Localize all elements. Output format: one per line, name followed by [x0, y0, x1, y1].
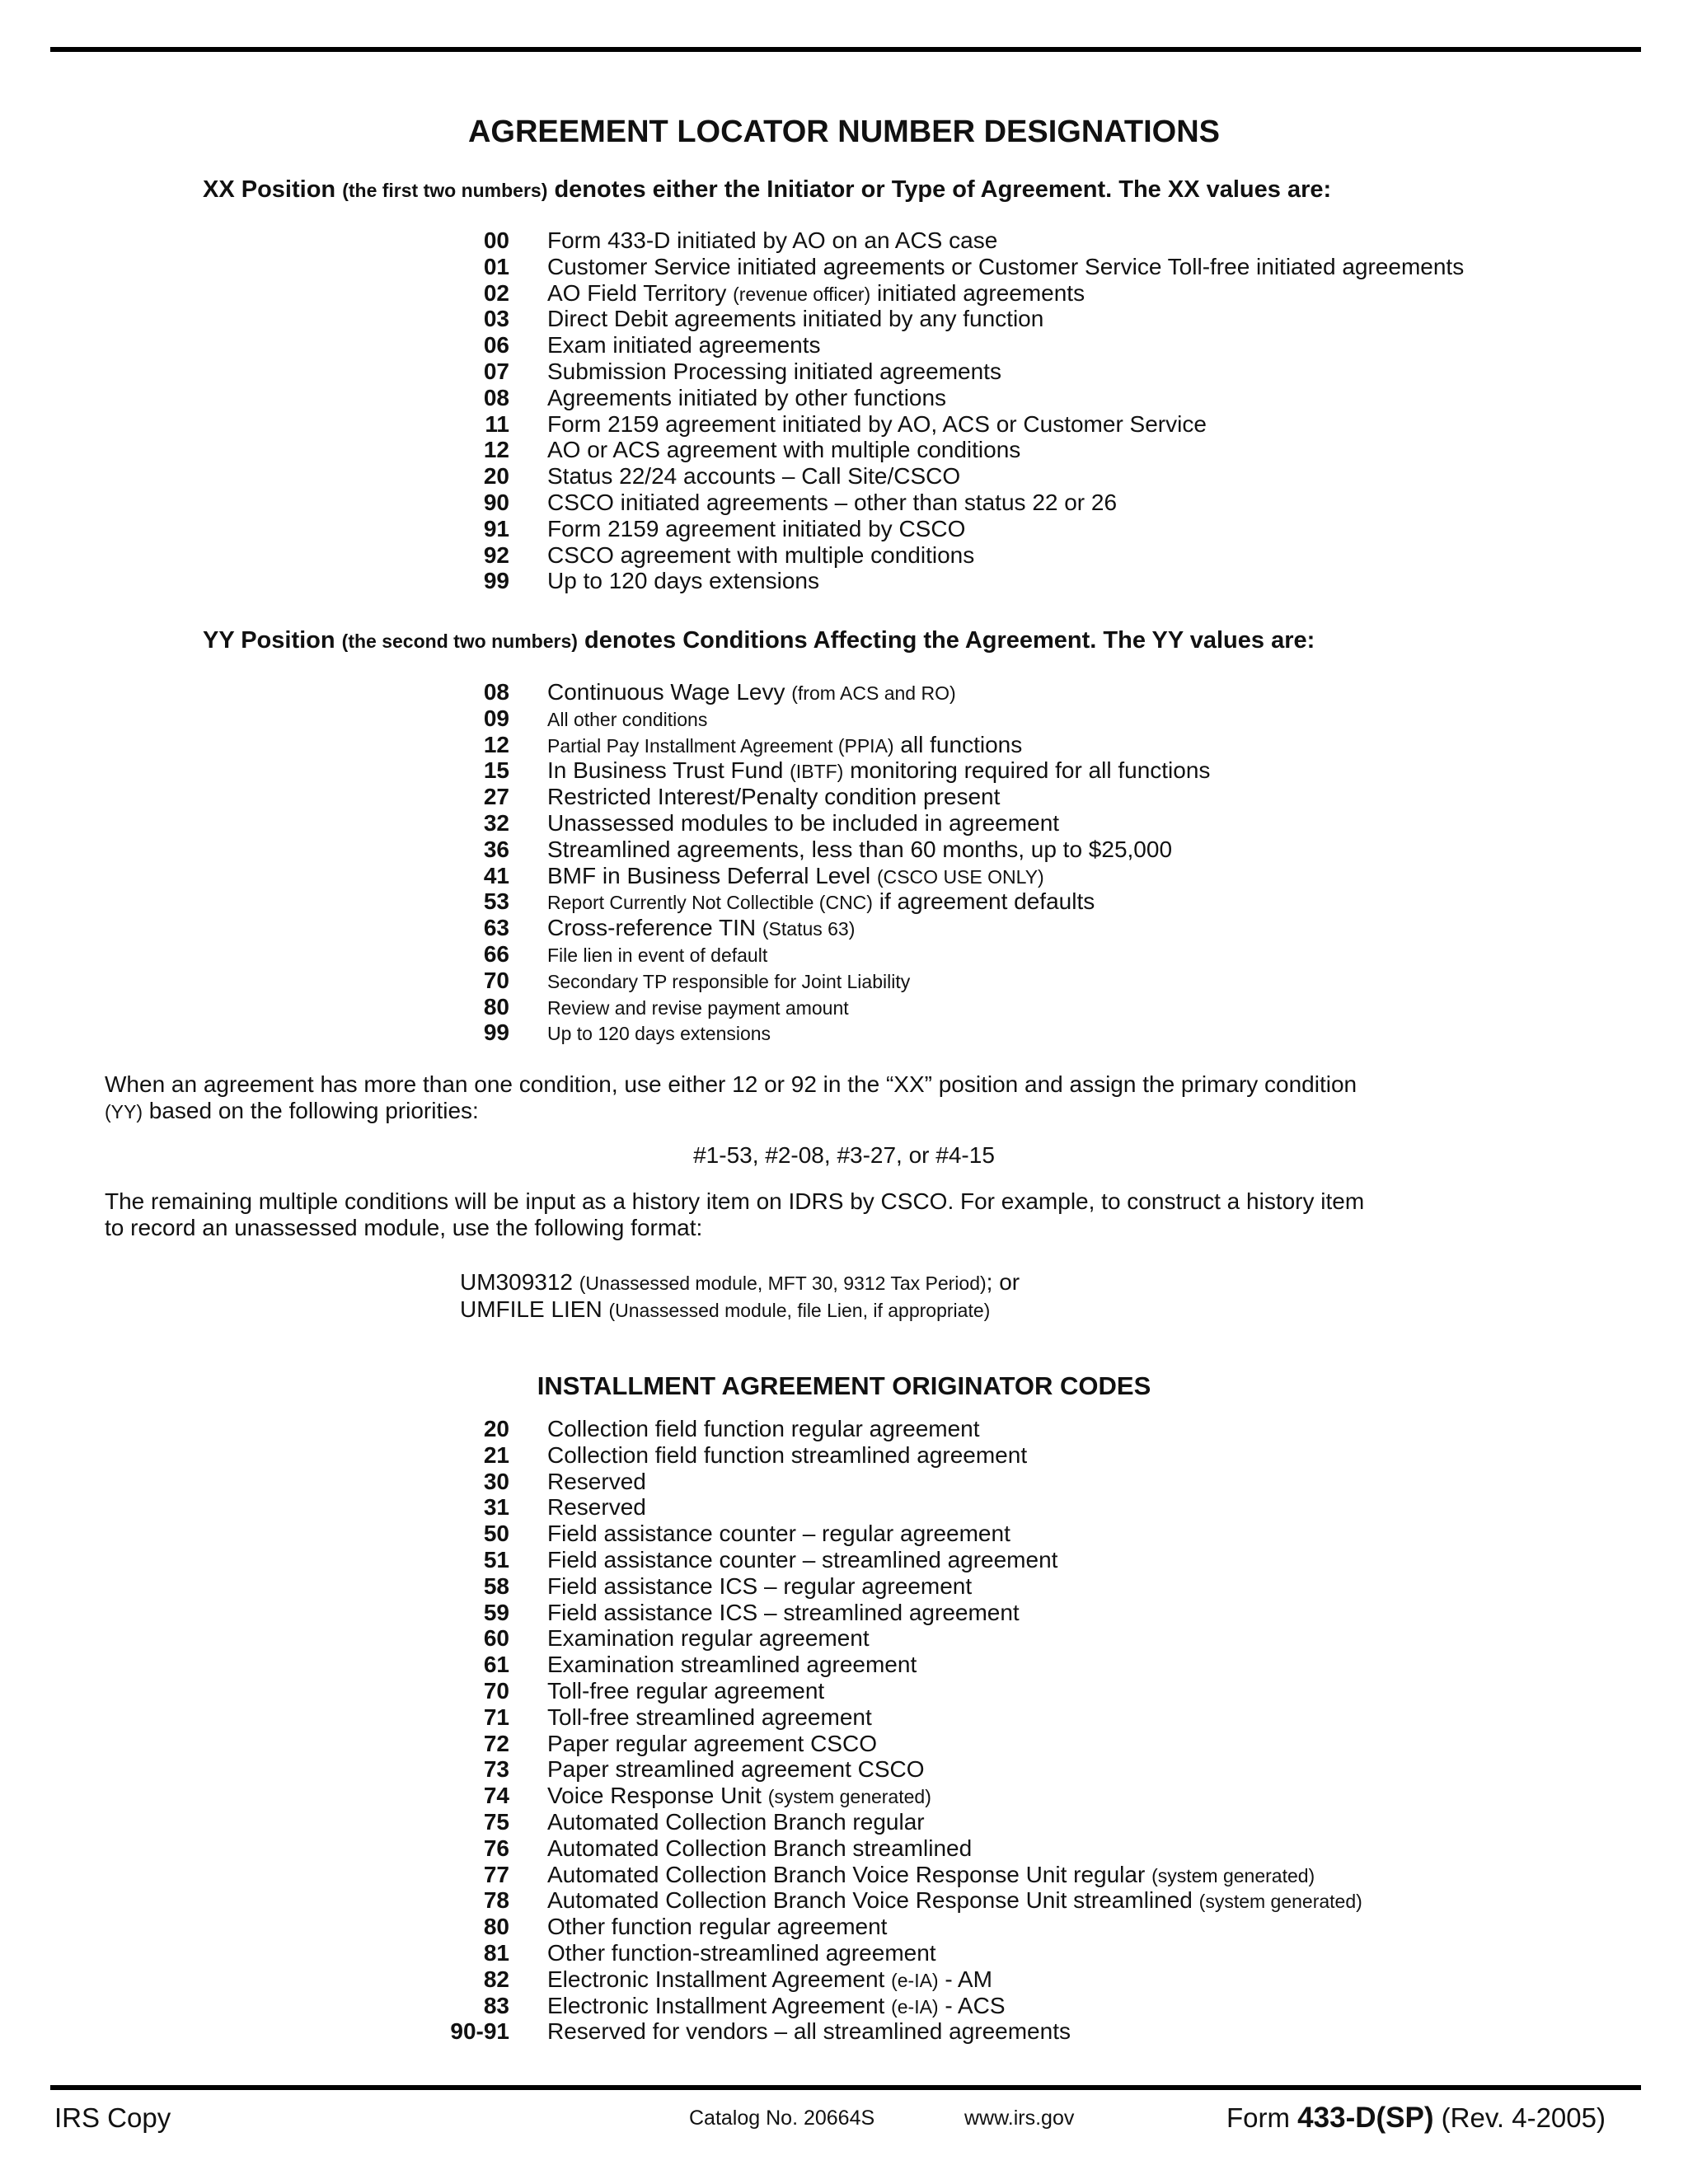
code-description: Status 22/24 accounts – Call Site/CSCO — [547, 463, 961, 490]
code-description: Collection field function streamlined agreement — [547, 1441, 1028, 1468]
code-description: Other function-streamlined agreement — [547, 1939, 936, 1966]
code-value: 32 — [483, 809, 509, 836]
website-link[interactable]: www.irs.gov — [964, 2107, 1075, 2130]
code-description: Field assistance counter – regular agreement — [547, 1521, 1010, 1547]
code-value: 08 — [483, 384, 509, 410]
code-description: Reserved — [547, 1468, 646, 1494]
code-description: Cross-reference TIN (Status 63) — [547, 915, 856, 941]
code-row — [420, 732, 1657, 758]
code-row — [420, 1019, 1657, 1046]
code-row — [420, 705, 1657, 732]
code-description: File lien in event of default — [547, 944, 768, 966]
code-value: 51 — [483, 1546, 509, 1572]
code-value: 71 — [483, 1704, 509, 1730]
code-value: 60 — [483, 1625, 509, 1652]
irs-copy-label: IRS Copy — [54, 2102, 171, 2133]
code-value: 78 — [483, 1887, 509, 1914]
code-row — [420, 1494, 1657, 1521]
code-row — [420, 1993, 1657, 2019]
code-row — [420, 1756, 1657, 1783]
history-paragraph: The remaining multiple conditions will be input as a history item on IDRS by CSCO. For example, to construct a history item to record an unassessed module, use the following format: — [105, 1188, 1365, 1240]
code-description: Report Currently Not Collectible (CNC) if agreement defaults — [547, 888, 1095, 915]
code-description: Agreements initiated by other functions — [547, 384, 947, 410]
code-row — [420, 994, 1657, 1020]
code-value: 63 — [483, 915, 509, 941]
page-title: AGREEMENT LOCATOR NUMBER DESIGNATIONS — [467, 115, 1221, 149]
code-value: 06 — [483, 332, 509, 359]
code-description: Examination regular agreement — [547, 1625, 870, 1652]
code-value: 02 — [483, 279, 509, 306]
code-description: Field assistance counter – streamlined agreement — [547, 1546, 1058, 1572]
originator-codes-title: INSTALLMENT AGREEMENT ORIGINATOR CODES — [537, 1371, 1151, 1400]
code-row — [420, 542, 1657, 569]
code-description: All other conditions — [547, 708, 708, 730]
format-example: UM309312 (Unassessed module, MFT 30, 9312 Tax Period); or — [460, 1269, 1020, 1295]
code-description: Electronic Installment Agreement (e-IA) - AM — [547, 1966, 992, 1992]
code-description: Unassessed modules to be included in agreement — [547, 809, 1060, 836]
code-row — [420, 757, 1657, 784]
code-description: Streamlined agreements, less than 60 months, up to $25,000 — [547, 836, 1173, 862]
code-row — [420, 1625, 1657, 1652]
code-value: 81 — [483, 1939, 509, 1966]
code-description: Reserved for vendors – all streamlined agreements — [547, 2018, 1071, 2045]
code-value: 53 — [483, 888, 509, 915]
code-description: Collection field function regular agreement — [547, 1416, 980, 1441]
code-description: In Business Trust Fund (IBTF) monitoring required for all functions — [547, 757, 1211, 784]
code-description: Form 2159 agreement initiated by CSCO — [547, 515, 966, 541]
code-value: 73 — [483, 1756, 509, 1783]
code-value: 07 — [483, 358, 509, 384]
code-row — [420, 1862, 1657, 1888]
code-value: 31 — [483, 1494, 509, 1521]
code-value: 20 — [483, 1416, 509, 1441]
catalog-number: Catalog No. 20664S — [689, 2107, 875, 2130]
code-value: 59 — [483, 1599, 509, 1625]
code-value: 30 — [483, 1468, 509, 1494]
code-description: Exam initiated agreements — [547, 332, 821, 359]
code-row — [420, 332, 1657, 359]
code-value: 15 — [483, 757, 509, 784]
code-description: Toll-free regular agreement — [547, 1677, 825, 1704]
code-row — [420, 1521, 1657, 1547]
code-row — [420, 941, 1657, 968]
code-value: 75 — [483, 1808, 509, 1835]
code-row — [420, 1887, 1657, 1914]
code-row — [420, 1731, 1657, 1757]
code-description: Automated Collection Branch regular — [547, 1808, 925, 1835]
code-description: Paper streamlined agreement CSCO — [547, 1756, 925, 1783]
code-description: Examination streamlined agreement — [547, 1652, 917, 1678]
code-row — [420, 1704, 1657, 1731]
code-description: Automated Collection Branch streamlined — [547, 1835, 973, 1861]
code-value: 90-91 — [450, 2018, 509, 2045]
code-row — [420, 1442, 1657, 1469]
code-row — [420, 888, 1657, 915]
code-row — [420, 1573, 1657, 1600]
code-value: 61 — [483, 1652, 509, 1678]
code-description: Automated Collection Branch Voice Response Unit streamlined (system generated) — [547, 1887, 1362, 1914]
code-description: Continuous Wage Levy (from ACS and RO) — [547, 679, 956, 705]
code-description: Customer Service initiated agreements or Customer Service Toll-free initiated agreements — [547, 253, 1465, 279]
originator-code-list — [420, 1416, 1657, 2045]
code-description: Direct Debit agreements initiated by any function — [547, 306, 1044, 332]
code-value: 91 — [483, 515, 509, 541]
code-description: Paper regular agreement CSCO — [547, 1730, 877, 1756]
code-description: AO or ACS agreement with multiple conditions — [547, 437, 1021, 463]
code-value: 01 — [483, 253, 509, 279]
code-row — [420, 968, 1657, 994]
history-format-examples — [460, 1269, 1020, 1324]
code-value: 50 — [483, 1521, 509, 1547]
code-row — [420, 516, 1657, 542]
multi-condition-paragraph: When an agreement has more than one condition, use either 12 or 92 in the “XX” position and assign the primary condition (YY) based on the following priorities: — [105, 1071, 1357, 1123]
code-value: 09 — [483, 705, 509, 731]
code-description: Up to 120 days extensions — [547, 1023, 771, 1045]
code-description: Restricted Interest/Penalty condition present — [547, 784, 1001, 810]
code-value: 00 — [483, 227, 509, 253]
code-row — [420, 679, 1657, 705]
code-value: 80 — [483, 1914, 509, 1940]
code-description: Other function regular agreement — [547, 1914, 888, 1940]
code-description: Partial Pay Installment Agreement (PPIA) all functions — [547, 731, 1023, 757]
code-value: 72 — [483, 1730, 509, 1756]
code-value: 76 — [483, 1835, 509, 1861]
code-description: Up to 120 days extensions — [547, 568, 819, 594]
code-value: 12 — [483, 731, 509, 757]
code-row — [420, 1809, 1657, 1835]
code-description: Automated Collection Branch Voice Response Unit regular (system generated) — [547, 1861, 1315, 1887]
code-value: 80 — [483, 993, 509, 1019]
code-value: 99 — [483, 1019, 509, 1046]
code-value: 74 — [483, 1783, 509, 1809]
code-row — [420, 411, 1657, 438]
code-row — [420, 1940, 1657, 1966]
code-row — [420, 784, 1657, 810]
code-row — [420, 359, 1657, 385]
code-description: Field assistance ICS – regular agreement — [547, 1572, 973, 1599]
code-row — [420, 385, 1657, 411]
form-number: Form 433-D(SP) (Rev. 4-2005) — [1226, 2102, 1606, 2134]
code-value: 03 — [483, 306, 509, 332]
code-row — [420, 1416, 1657, 1442]
code-description: Secondary TP responsible for Joint Liability — [547, 970, 911, 992]
code-description: Submission Processing initiated agreements — [547, 358, 1001, 384]
code-value: 66 — [483, 940, 509, 967]
code-row — [420, 1914, 1657, 1940]
code-row — [420, 1966, 1657, 1993]
code-row — [420, 1469, 1657, 1495]
code-description: Review and revise payment amount — [547, 996, 849, 1019]
code-row — [420, 837, 1657, 863]
code-row — [420, 1783, 1657, 1809]
code-value: 12 — [483, 437, 509, 463]
code-row — [420, 863, 1657, 889]
code-description: BMF in Business Deferral Level (CSCO USE ONLY) — [547, 862, 1044, 888]
code-row — [420, 1547, 1657, 1573]
code-row — [420, 568, 1657, 594]
bottom-rule — [50, 2085, 1641, 2090]
code-description: Form 2159 agreement initiated by AO, ACS or Customer Service — [547, 410, 1207, 437]
code-row — [420, 915, 1657, 941]
code-value: 41 — [483, 862, 509, 888]
code-row — [420, 810, 1657, 837]
code-value: 11 — [485, 410, 509, 437]
code-description: CSCO initiated agreements – other than status 22 or 26 — [547, 489, 1118, 515]
code-value: 20 — [483, 463, 509, 490]
code-value: 58 — [483, 1572, 509, 1599]
code-description: Electronic Installment Agreement (e-IA) - ACS — [547, 1992, 1006, 2018]
code-row — [420, 437, 1657, 463]
code-row — [420, 254, 1657, 280]
code-row — [420, 1678, 1657, 1704]
code-row — [420, 1652, 1657, 1678]
yy-code-list — [420, 679, 1657, 1046]
code-value: 36 — [483, 836, 509, 862]
code-description: Field assistance ICS – streamlined agreement — [547, 1599, 1020, 1625]
xx-position-heading: XX Position (the first two numbers) denotes either the Initiator or Type of Agreement. The XX values are: — [203, 176, 1332, 203]
code-row — [420, 2018, 1657, 2045]
code-description: Voice Response Unit (system generated) — [547, 1783, 931, 1809]
code-value: 77 — [483, 1861, 509, 1887]
code-value: 83 — [483, 1992, 509, 2018]
code-description: Reserved — [547, 1494, 646, 1521]
format-example: UMFILE LIEN (Unassessed module, file Lien, if appropriate) — [460, 1296, 991, 1322]
code-description: Toll-free streamlined agreement — [547, 1704, 872, 1730]
code-row — [420, 1600, 1657, 1626]
code-row — [420, 306, 1657, 332]
code-value: 27 — [483, 784, 509, 810]
code-description: AO Field Territory (revenue officer) initiated agreements — [547, 279, 1085, 306]
code-row — [420, 280, 1657, 307]
code-row — [420, 1835, 1657, 1862]
code-description: Form 433-D initiated by AO on an ACS case — [547, 227, 998, 253]
top-rule — [50, 47, 1641, 52]
code-value: 70 — [483, 1677, 509, 1704]
code-value: 82 — [483, 1966, 509, 1992]
code-value: 08 — [483, 679, 509, 705]
xx-code-list — [420, 227, 1657, 594]
code-value: 90 — [483, 489, 509, 515]
code-description: CSCO agreement with multiple conditions — [547, 541, 975, 568]
code-row — [420, 490, 1657, 516]
code-value: 21 — [483, 1441, 509, 1468]
yy-position-heading: YY Position (the second two numbers) denotes Conditions Affecting the Agreement. The YY values are: — [203, 627, 1315, 654]
code-value: 99 — [483, 568, 509, 594]
code-row — [420, 463, 1657, 490]
code-row — [420, 227, 1657, 254]
code-value: 70 — [483, 967, 509, 993]
code-value: 92 — [483, 541, 509, 568]
priority-list: #1-53, #2-08, #3-27, or #4-15 — [693, 1142, 995, 1168]
